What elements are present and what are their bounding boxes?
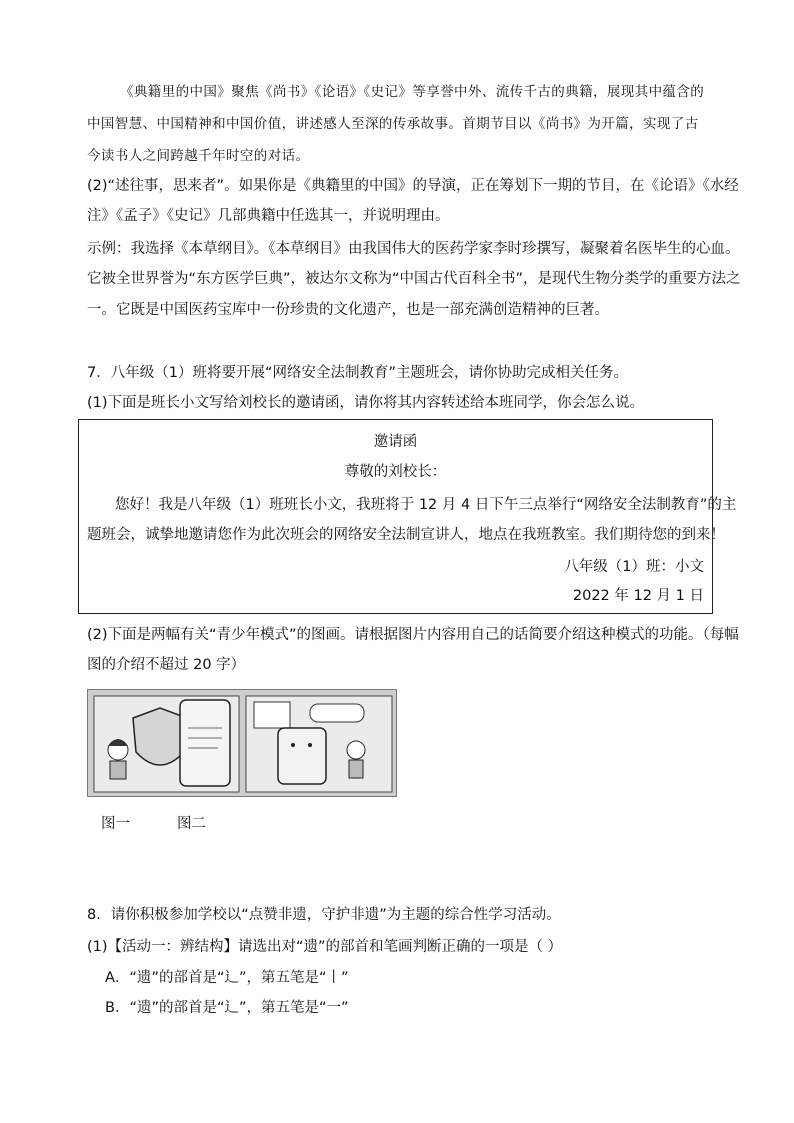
intro-line-3: 今读书人之间跨越千年时空的对话。: [87, 148, 310, 164]
q6-2-line-1: (2)“述往事，思来者”。如果你是《典籍里的中国》的导演，正在筹划下一期的节目，在《论语》《水经: [87, 178, 739, 194]
youth-mode-comic-image: [87, 689, 397, 797]
letter-date: 2022 年 12 月 1 日: [572, 588, 704, 604]
q7-title: 7．八年级（1）班将要开展“网络安全法制教育”主题班会，请你协助完成相关任务。: [87, 365, 628, 381]
shield-icon: [133, 708, 187, 765]
intro-line-1: 《典籍里的中国》聚焦《尚书》《论语》《史记》等享誉中外、流传千古的典籍，展现其中蕴含的: [120, 84, 705, 100]
caption-figure-1: 图一: [101, 816, 130, 832]
q8-title: 8．请你积极参加学校以“点赞非遗，守护非遗”为主题的综合性学习活动。: [87, 907, 561, 923]
letter-body-2: 题班会，诚挚地邀请您作为此次班会的网络安全法制宣讲人，地点在我班教室。我们期待您的到来！: [87, 527, 725, 543]
q7-sub2-line-2: 图的介绍不超过 20 字）: [87, 657, 246, 673]
intro-line-2: 中国智慧、中国精神和中国价值，讲述感人至深的传承故事。首期节目以《尚书》为开篇，实现了古: [87, 116, 699, 132]
q6-2-example-3: 一。它既是中国医药宝库中一份珍贵的文化遗产，也是一部充满创造精神的巨著。: [87, 302, 609, 318]
q7-sub1: (1)下面是班长小文写给刘校长的邀请函，请你将其内容转述给本班同学，你会怎么说。: [87, 395, 645, 411]
q8-option-b[interactable]: B．“遗”的部首是“辶”，第五笔是“一”: [105, 1000, 349, 1016]
invitation-letter-box: [78, 419, 737, 614]
letter-body-1: 您好！我是八年级（1）班班长小文，我班将于 12 月 4 日下午三点举行“网络安全法制教育”的主: [115, 497, 737, 513]
letter-salutation: 尊敬的刘校长：: [344, 464, 447, 480]
q8-option-a[interactable]: A．“遗”的部首是“辶”，第五笔是“丨”: [105, 970, 349, 986]
speech-bubble-left: [254, 702, 290, 728]
q6-2-line-2: 注》《孟子》《史记》几部典籍中任选其一，并说明理由。: [87, 208, 450, 224]
phone-character-icon: [278, 728, 326, 784]
caption-figure-2: 图二: [177, 816, 206, 832]
q6-2-example-2: 它被全世界誉为“东方医学巨典”，被达尔文称为“中国古代百科全书”，是现代生物分类学的重要方法之: [87, 271, 741, 287]
letter-heading: 邀请函: [373, 434, 418, 450]
speech-bubble-right: [310, 704, 364, 722]
phone-icon: [180, 700, 230, 786]
q7-sub2-line-1: (2)下面是两幅有关“青少年模式”的图画。请根据图片内容用自己的话简要介绍这种模式的功能。（每幅: [87, 627, 739, 643]
comic-drawing: [88, 690, 397, 797]
q8-sub1: (1)【活动一：辨结构】请选出对“遗”的部首和笔画判断正确的一项是（ ）: [87, 939, 563, 955]
child-head-icon-2: [347, 741, 365, 759]
q6-2-example-1: 示例：我选择《本草纲目》。《本草纲目》由我国伟大的医药学家李时珍撰写，凝聚着名医毕生的心血。: [87, 241, 740, 257]
letter-signature: 八年级（1）班：小文: [564, 559, 704, 575]
